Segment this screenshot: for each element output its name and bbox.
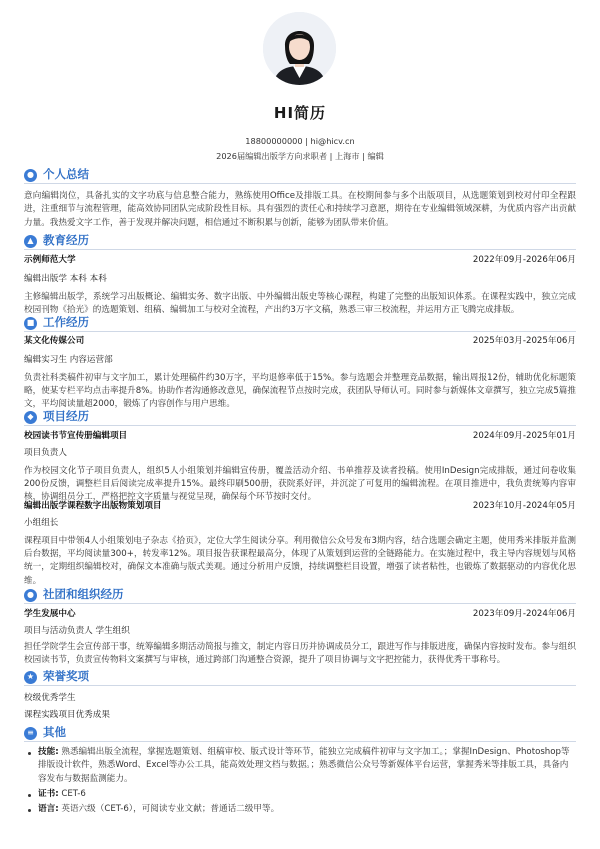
avatar-portrait xyxy=(263,12,336,85)
section-title-text: 荣誉奖项 xyxy=(43,669,89,684)
other-item-text: CET-6 xyxy=(61,788,86,799)
other-block xyxy=(24,746,576,817)
section-title-text: 个人总结 xyxy=(43,167,89,182)
award-item: 课程实践项目优秀成果 xyxy=(24,710,110,721)
project-text: 课程项目中带领4人小组策划电子杂志《拾页》，定位大学生阅读分享。利用微信公众号发布3期内容，结合选题会确定主题，使用秀米排版并监测后台数据，平均阅读量300+，转发率12%。项目报告获课程最高分，体现了从策划到运营的全链路能力。在实施过程中，我主导内容规划与风格统一，定期组织编辑校对，确保文本准确与版式美观。通过分析用户反馈，持续调整栏目设置，增强了读者粘性，也锻炼了数据驱动的内容优化思维。 xyxy=(24,535,576,586)
education-text: 主修编辑出版学，系统学习出版概论、编辑实务、数字出版、中外编辑出版史等核心课程，构建了完整的出版知识体系。在课程实践中，独立完成校园刊物《拾光》的选题策划、组稿、编辑加工与校对全流程，产出约3万字文稿，熟悉三审三校流程，并运用方正飞腾完成排版。 xyxy=(24,291,576,315)
project-name: 校园读书节宣传册编辑项目 xyxy=(24,431,128,441)
project-name: 编辑出版学课程数字出版物策划项目 xyxy=(24,501,162,511)
section-divider xyxy=(24,425,576,426)
award-item: 校级优秀学生 xyxy=(24,693,76,703)
section-projects-title xyxy=(24,408,89,426)
section-summary-title xyxy=(24,166,89,184)
project-date: 2024年09月-2025年01月 xyxy=(472,431,576,441)
section-divider xyxy=(24,741,576,742)
section-awards-title xyxy=(24,668,89,686)
project-item xyxy=(24,430,576,505)
section-activities-title xyxy=(24,586,124,604)
section-title-text: 工作经历 xyxy=(43,315,89,330)
other-item-label: 语言: xyxy=(38,804,59,815)
activities-text: 担任学院学生会宣传部干事，统筹编辑多期活动简报与推文，制定内容日历并协调成员分工，跟进写作与排版进度，确保内容按时发布。参与组织校园读书节，负责宣传物料文案撰写与审核，通过跨部门沟通整合资源，提升了项目协调与文字把控能力，获得优秀干事称号。 xyxy=(24,641,576,665)
resume-name: HI简历 xyxy=(273,104,327,122)
menu-icon: ≡ xyxy=(24,727,37,740)
section-divider xyxy=(24,331,576,332)
other-item-text: 熟悉编辑出版全流程，掌握选题策划、组稿审校、版式设计等环节，能独立完成稿件初审与文字加工。；掌握InDesign、Photoshop等排版设计软件，熟悉Word、Excel等办公工具，能高效处理文档与数据。；熟悉微信公众号等新媒体平台运营，掌握秀米等排版工具，具备内容发布与数据监测能力。 xyxy=(38,747,570,784)
section-title-text: 其他 xyxy=(43,725,66,740)
work-role: 编辑实习生 内容运营部 xyxy=(24,355,113,366)
work-block xyxy=(24,335,576,412)
education-major: 编辑出版学 本科 本科 xyxy=(24,274,107,285)
person-icon: ● xyxy=(24,169,37,182)
section-education-title xyxy=(24,232,89,250)
company-name: 某文化传媒公司 xyxy=(24,336,85,346)
section-divider xyxy=(24,603,576,604)
job-intent-line: 2026届编辑出版学方向求职者 | 上海市 | 编辑 xyxy=(216,151,384,161)
avatar xyxy=(263,12,336,85)
project-item xyxy=(24,500,576,588)
graduation-cap-icon: ▲ xyxy=(24,235,37,248)
other-item xyxy=(24,788,576,801)
education-date: 2022年09月-2026年06月 xyxy=(472,255,576,265)
activities-role: 项目与活动负责人 学生组织 xyxy=(24,626,130,637)
project-role: 小组组长 xyxy=(24,518,59,529)
briefcase-icon: ■ xyxy=(24,317,37,330)
trophy-icon: ★ xyxy=(24,671,37,684)
summary-text: 意向编辑岗位，具备扎实的文字功底与信息整合能力，熟练使用Office及排版工具。在校期间参与多个出版项目，从选题策划到校对付印全程跟进，注重细节与流程管理，能高效协同团队完成阶段性目标。具有强烈的责任心和持续学习意愿，期待在专业编辑领域深耕，为优质内容产出贡献力量。我热爱文字工作，善于发现并解决问题，相信通过不断积累与创新，能够为团队带来价值。 xyxy=(24,191,576,228)
other-item xyxy=(24,803,576,816)
project-date: 2023年10月-2024年05月 xyxy=(472,501,576,511)
project-role: 项目负责人 xyxy=(24,448,67,459)
section-work-title xyxy=(24,314,89,332)
project-text: 作为校园文化节子项目负责人，组织5人小组策划并编辑宣传册，覆盖活动介绍、书单推荐及读者投稿。使用InDesign完成排版，通过问卷收集200份反馈，调整栏目后阅读完成率提升15%。最终印刷500册，获院系好评，并沉淀了可复用的编辑流程。在项目推进中，我负责统筹内容审核，协调组员分工，严格把控文字质量与视觉呈现，确保每个环节按时交付。 xyxy=(24,465,576,503)
activities-block xyxy=(24,608,576,667)
section-divider xyxy=(24,685,576,686)
section-title-text: 社团和组织经历 xyxy=(43,587,124,602)
summary-block xyxy=(24,188,576,230)
section-divider xyxy=(24,249,576,250)
awards-block xyxy=(24,690,576,723)
clipboard-icon: ◆ xyxy=(24,411,37,424)
section-other-title xyxy=(24,724,66,742)
contact-line: 18800000000 | hi@hicv.cn xyxy=(245,136,355,146)
work-date: 2025年03月-2025年06月 xyxy=(472,336,576,346)
section-title-text: 项目经历 xyxy=(43,409,89,424)
section-title-text: 教育经历 xyxy=(43,233,89,248)
org-name: 学生发展中心 xyxy=(24,609,76,619)
other-item-text: 英语六级（CET-6），可阅读专业文献；普通话二级甲等。 xyxy=(61,804,280,815)
other-item-label: 技能: xyxy=(38,747,59,757)
other-item-label: 证书: xyxy=(38,788,59,799)
education-block xyxy=(24,254,576,317)
group-icon: ● xyxy=(24,589,37,602)
section-divider xyxy=(24,183,576,184)
activities-date: 2023年09月-2024年06月 xyxy=(472,609,576,619)
other-item xyxy=(24,746,576,786)
school-name: 示例师范大学 xyxy=(24,255,76,265)
work-text: 负责社科类稿件初审与文字加工，累计处理稿件约30万字，平均退修率低于15%。参与选题会并整理竞品数据，输出周报12份，辅助优化标题策略，使某专栏平均点击率提升8%。协助作者沟通修改意见，确保流程节点按时完成，获团队导师认可。同时参与新媒体文章撰写，独立完成5篇推文，平均阅读量超2000，锻炼了内容创作与用户思维。 xyxy=(24,372,576,410)
